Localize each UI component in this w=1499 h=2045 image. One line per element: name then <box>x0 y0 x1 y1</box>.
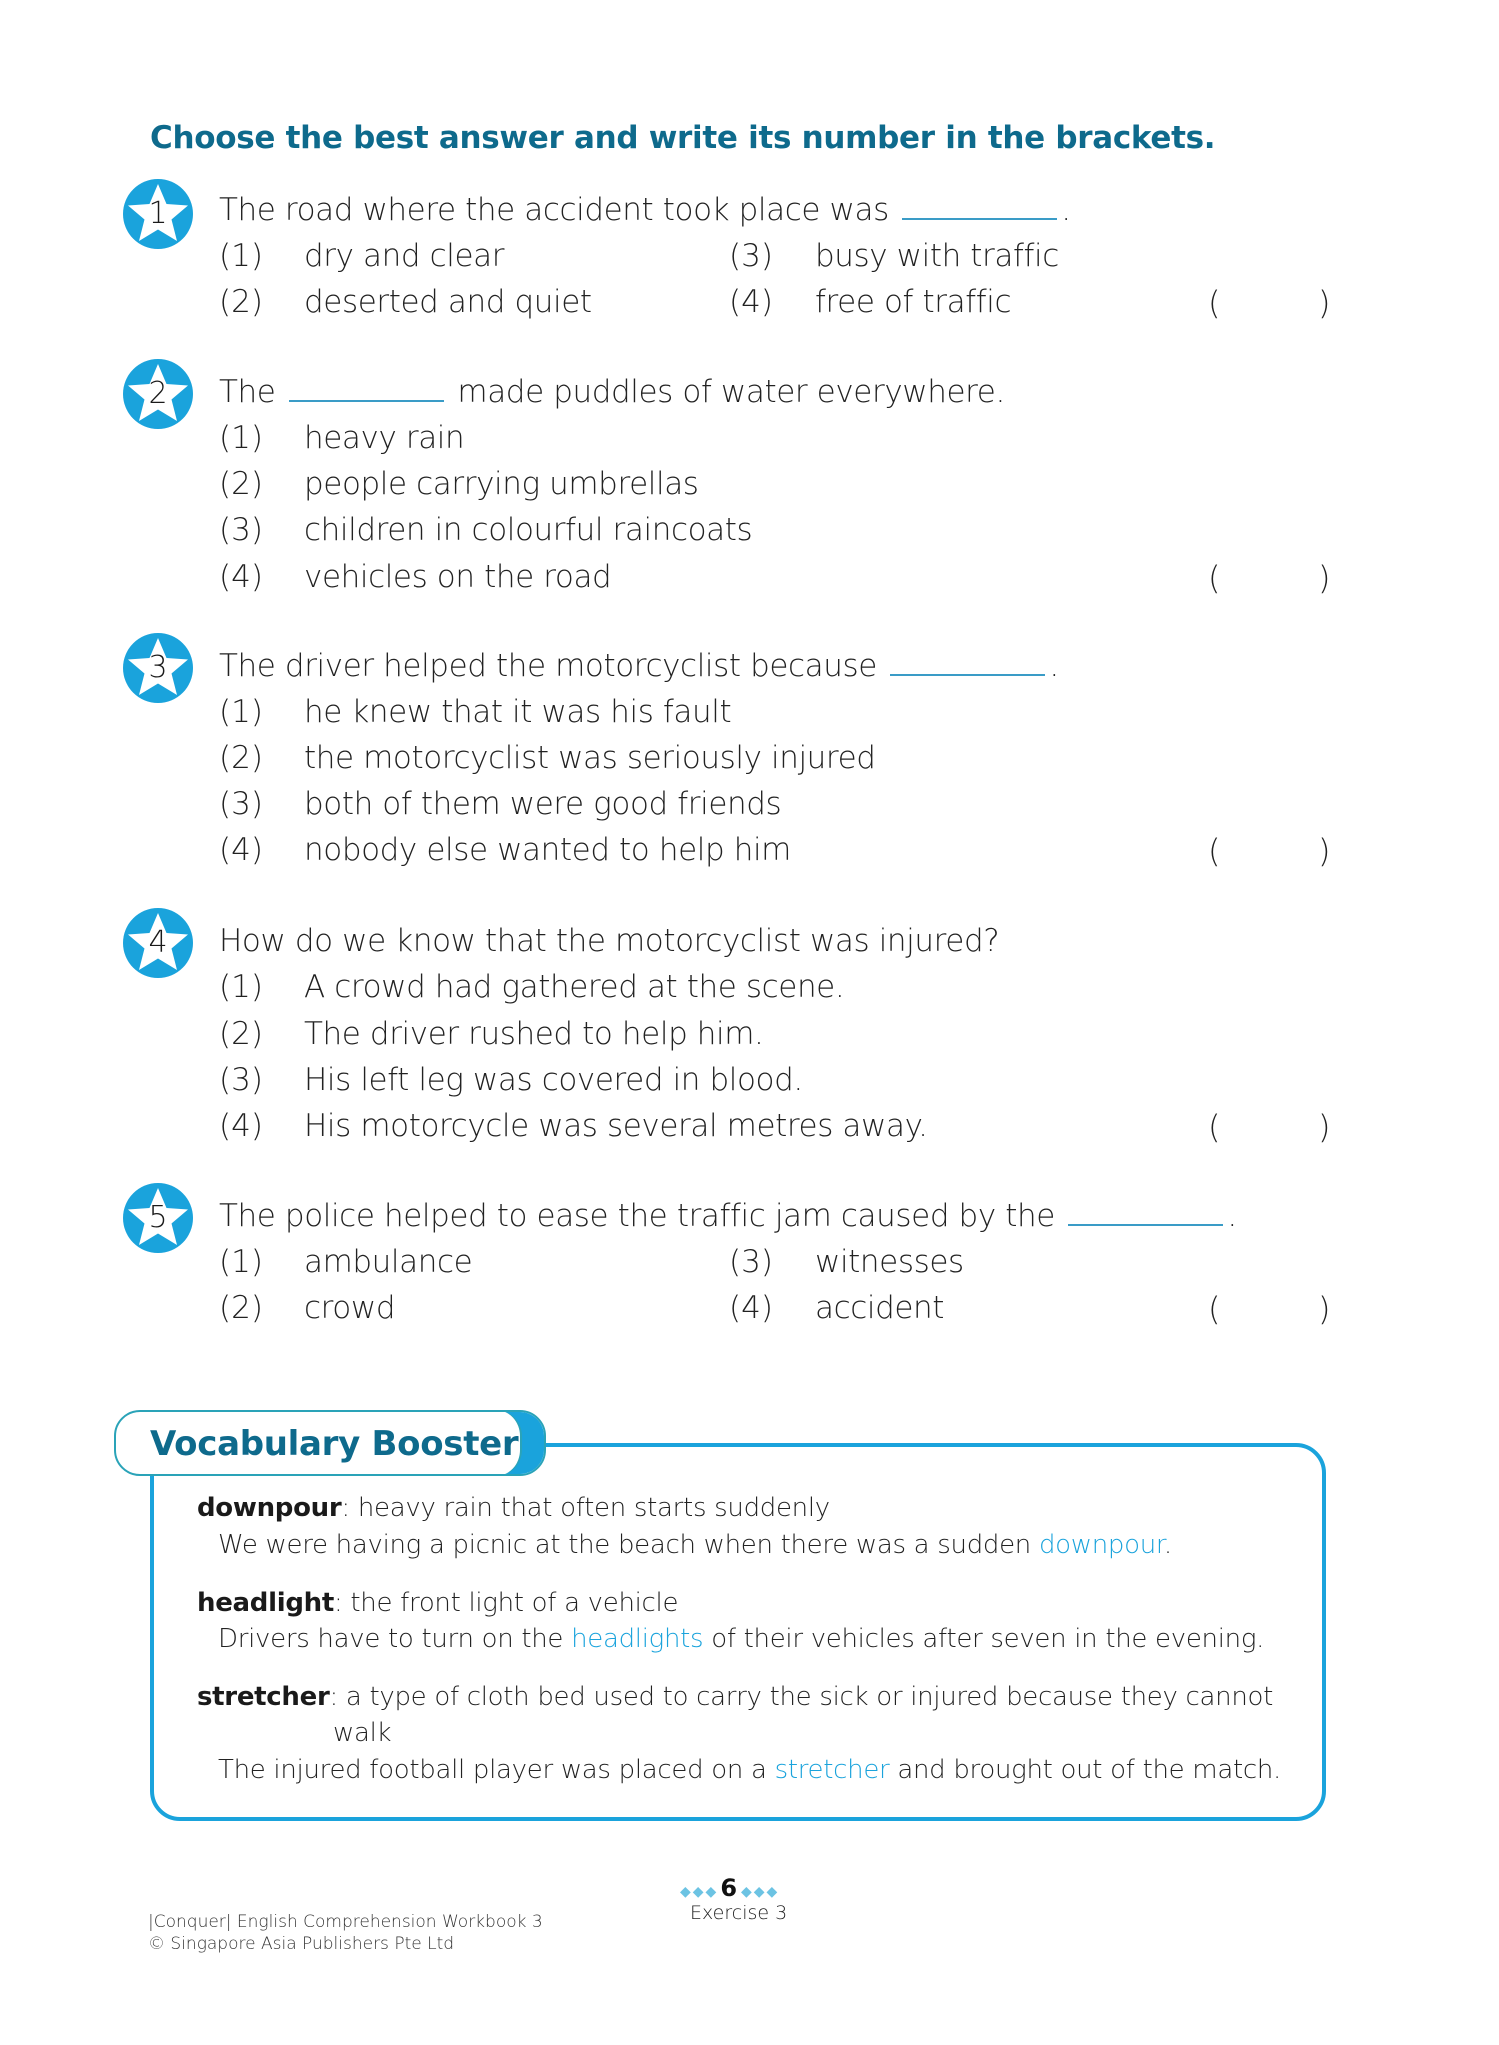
vocab-example <box>218 1530 1172 1560</box>
answer-blank <box>902 217 1057 220</box>
option-number: (1) <box>219 694 263 730</box>
question-4-badge <box>122 907 194 979</box>
vocab-definition: : heavy rain that often starts suddenly <box>341 1493 830 1523</box>
question-number: 3 <box>148 650 168 685</box>
question-2-stem <box>219 374 1005 410</box>
vocabulary-booster-title: Vocabulary Booster <box>150 1424 519 1464</box>
answer-field-q1[interactable] <box>1222 282 1320 322</box>
vocab-definition: : the front light of a vehicle <box>333 1588 679 1618</box>
question-5-stem <box>219 1198 1237 1234</box>
answer-blank <box>1068 1223 1223 1226</box>
answer-bracket-close: ) <box>1318 1108 1331 1146</box>
answer-blank <box>890 673 1045 676</box>
vocab-entry-stretcher <box>197 1682 1273 1712</box>
diamond-ornament-icon: ◆◆◆ <box>741 1884 780 1900</box>
stem-end: . <box>1049 648 1059 684</box>
stem-text: How do we know that the motorcyclist was injured? <box>219 923 1000 959</box>
option-text: vehicles on the road <box>304 559 612 595</box>
answer-bracket-close: ) <box>1318 1290 1331 1328</box>
answer-bracket-open: ( <box>1208 1290 1221 1328</box>
option-number: (1) <box>219 420 263 456</box>
question-3-stem <box>219 648 1059 684</box>
question-5-badge <box>122 1182 194 1254</box>
book-title: |Conquer| English Comprehension Workbook 3 <box>148 1912 543 1932</box>
option-text: the motorcyclist was seriously injured <box>304 740 876 776</box>
instruction-heading: Choose the best answer and write its number in the brackets. <box>150 120 1216 156</box>
question-1-badge <box>122 178 194 250</box>
option-text: both of them were good friends <box>304 786 782 822</box>
answer-field-q4[interactable] <box>1222 1106 1320 1146</box>
option-number: (2) <box>219 1016 263 1052</box>
vocab-definition: : a type of cloth bed used to carry the sick or injured because they cannot <box>329 1682 1273 1712</box>
option-number: (2) <box>219 466 263 502</box>
option-number: (4) <box>729 1290 773 1326</box>
option-text: busy with traffic <box>815 238 1059 274</box>
option-text: free of traffic <box>815 284 1012 320</box>
option-text: he knew that it was his fault <box>304 694 732 730</box>
answer-field-q2[interactable] <box>1222 557 1320 597</box>
copyright: © Singapore Asia Publishers Pte Ltd <box>148 1934 455 1954</box>
question-4-stem <box>219 923 999 959</box>
example-end: of their vehicles after seven in the evening. <box>703 1624 1265 1654</box>
option-number: (3) <box>729 1244 773 1280</box>
example-highlight: stretcher <box>774 1755 890 1785</box>
option-text: crowd <box>304 1290 396 1326</box>
option-number: (3) <box>729 238 773 274</box>
vocab-entry-downpour <box>197 1493 830 1523</box>
stem-text: The driver helped the motorcyclist because <box>219 648 877 684</box>
option-text: His motorcycle was several metres away. <box>304 1108 928 1144</box>
question-3-badge <box>122 632 194 704</box>
question-number: 2 <box>148 376 168 411</box>
answer-bracket-open: ( <box>1208 832 1221 870</box>
answer-bracket-close: ) <box>1318 284 1331 322</box>
answer-field-q3[interactable] <box>1222 830 1320 870</box>
answer-bracket-open: ( <box>1208 1108 1221 1146</box>
option-number: (1) <box>219 238 263 274</box>
option-text: heavy rain <box>304 420 465 456</box>
option-number: (3) <box>219 786 263 822</box>
option-number: (4) <box>219 832 263 868</box>
example-highlight: headlights <box>571 1624 704 1654</box>
question-number: 1 <box>148 196 168 231</box>
option-number: (2) <box>219 1290 263 1326</box>
option-number: (3) <box>219 1062 263 1098</box>
option-text: accident <box>815 1290 945 1326</box>
option-text: children in colourful raincoats <box>304 512 753 548</box>
option-number: (2) <box>219 284 263 320</box>
vocab-term: headlight <box>197 1588 334 1618</box>
diamond-ornament-icon: ◆◆◆ <box>680 1884 719 1900</box>
option-text: nobody else wanted to help him <box>304 832 791 868</box>
vocab-term: stretcher <box>197 1682 330 1712</box>
stem-end: . <box>1061 192 1071 228</box>
stem-text: The police helped to ease the traffic jam caused by the <box>219 1198 1055 1234</box>
option-number: (4) <box>729 284 773 320</box>
option-number: (2) <box>219 740 263 776</box>
answer-bracket-close: ) <box>1318 559 1331 597</box>
page-number-ornament <box>680 1874 779 1902</box>
option-text: deserted and quiet <box>304 284 592 320</box>
option-text: The driver rushed to help him. <box>304 1016 764 1052</box>
option-text: His left leg was covered in blood. <box>304 1062 803 1098</box>
answer-blank <box>289 399 444 402</box>
option-text: witnesses <box>815 1244 964 1280</box>
option-number: (4) <box>219 559 263 595</box>
vocab-example <box>218 1755 1281 1785</box>
stem-end: . <box>1227 1198 1237 1234</box>
option-text: people carrying umbrellas <box>304 466 699 502</box>
question-2-badge <box>122 358 194 430</box>
example-end: . <box>1163 1530 1172 1560</box>
option-number: (3) <box>219 512 263 548</box>
example-end: and brought out of the match. <box>889 1755 1281 1785</box>
stem-end: made puddles of water everywhere. <box>457 374 1005 410</box>
question-number: 5 <box>148 1200 168 1235</box>
vocab-definition-continued: walk <box>333 1718 392 1748</box>
option-text: dry and clear <box>304 238 505 274</box>
stem-text: The <box>219 374 276 410</box>
option-text: A crowd had gathered at the scene. <box>304 969 845 1005</box>
example-text: We were having a picnic at the beach when there was a sudden <box>218 1530 1039 1560</box>
question-1-stem <box>219 192 1071 228</box>
answer-bracket-close: ) <box>1318 832 1331 870</box>
option-number: (1) <box>219 1244 263 1280</box>
example-text: Drivers have to turn on the <box>218 1624 572 1654</box>
example-text: The injured football player was placed on a <box>218 1755 775 1785</box>
page-number: 6 <box>720 1874 740 1902</box>
option-number: (4) <box>219 1108 263 1144</box>
exercise-label: Exercise 3 <box>690 1902 788 1924</box>
example-highlight: downpour <box>1038 1530 1164 1560</box>
answer-field-q5[interactable] <box>1222 1288 1320 1328</box>
answer-bracket-open: ( <box>1208 284 1221 322</box>
vocab-term: downpour <box>197 1493 342 1523</box>
stem-text: The road where the accident took place was <box>219 192 889 228</box>
option-text: ambulance <box>304 1244 473 1280</box>
vocab-example <box>218 1624 1264 1654</box>
option-number: (1) <box>219 969 263 1005</box>
answer-bracket-open: ( <box>1208 559 1221 597</box>
question-number: 4 <box>148 925 168 960</box>
vocab-entry-headlight <box>197 1588 678 1618</box>
